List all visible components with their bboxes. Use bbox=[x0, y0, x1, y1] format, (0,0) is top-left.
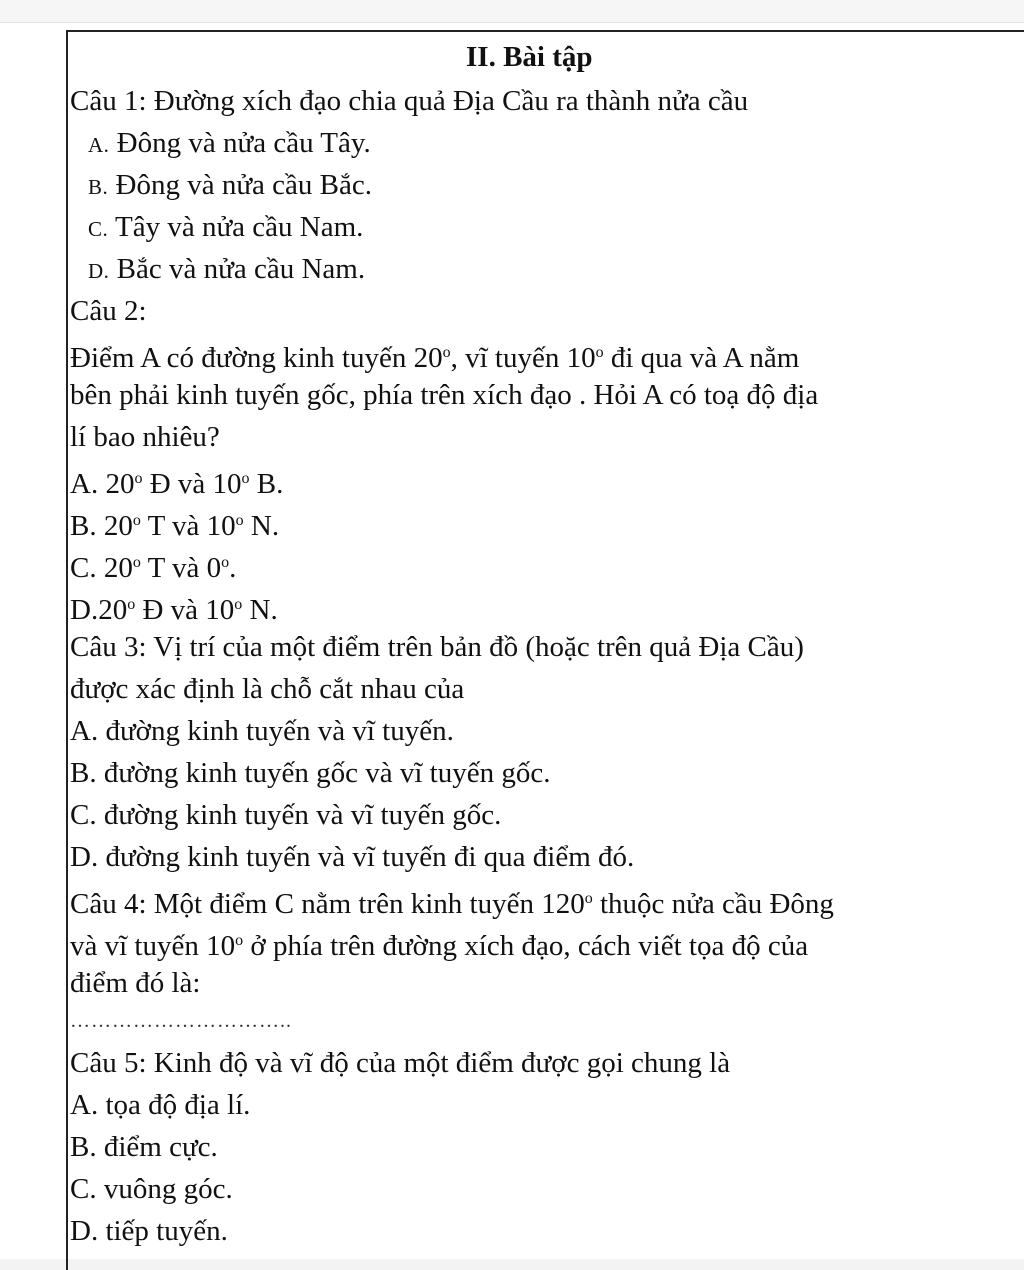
q2-label: Câu 2: bbox=[70, 295, 147, 327]
q4-line-2: và vĩ tuyến 10$^o$ ở phía trên đường xích đạo, cách viết tọa độ của bbox=[70, 930, 809, 962]
q1-option-a: A. Đông và nửa cầu Tây. bbox=[88, 127, 371, 159]
top-strip bbox=[0, 0, 1024, 23]
q2-option-c: C. 20$^o$ T và 0$^o$. bbox=[70, 552, 237, 584]
q4-line-3: điểm đó là: bbox=[70, 967, 201, 999]
q3-stem-line-1: Câu 3: Vị trí của một điểm trên bản đồ (hoặc trên quả Địa Cầu) bbox=[70, 631, 804, 663]
q4-answer-blank: ………………………….. bbox=[70, 1010, 292, 1032]
q2-stem-line-1: Điểm A có đường kinh tuyến 20$^o$, vĩ tuyến 10$^o$ đi qua và A nằm bbox=[70, 342, 800, 374]
q3-option-a: A. đường kinh tuyến và vĩ tuyến. bbox=[70, 715, 454, 747]
q1-stem: Câu 1: Đường xích đạo chia quả Địa Cầu ra thành nửa cầu bbox=[70, 85, 749, 117]
q5-stem: Câu 5: Kinh độ và vĩ độ của một điểm được gọi chung là bbox=[70, 1047, 731, 1079]
q5-option-d: D. tiếp tuyến. bbox=[70, 1215, 228, 1247]
q3-option-b: B. đường kinh tuyến gốc và vĩ tuyến gốc. bbox=[70, 757, 551, 789]
q1-option-b: B. Đông và nửa cầu Bắc. bbox=[88, 169, 372, 201]
q2-option-a: A. 20$^o$ Đ và 10$^o$ B. bbox=[70, 468, 284, 500]
q3-stem-line-2: được xác định là chỗ cắt nhau của bbox=[70, 673, 465, 705]
q5-option-b: B. điểm cực. bbox=[70, 1131, 218, 1163]
q2-option-b: B. 20$^o$ T và 10$^o$ N. bbox=[70, 510, 280, 542]
q5-option-a: A. tọa độ địa lí. bbox=[70, 1089, 251, 1121]
q3-option-d: D. đường kinh tuyến và vĩ tuyến đi qua điểm đó. bbox=[70, 841, 635, 873]
q5-option-c: C. vuông góc. bbox=[70, 1173, 233, 1205]
q2-stem-line-3: lí bao nhiêu? bbox=[70, 421, 220, 453]
q2-option-d: D.20$^o$ Đ và 10$^o$ N. bbox=[70, 594, 278, 626]
q3-option-c: C. đường kinh tuyến và vĩ tuyến gốc. bbox=[70, 799, 502, 831]
q1-option-c: C. Tây và nửa cầu Nam. bbox=[88, 211, 364, 243]
q2-stem-line-2: bên phải kinh tuyến gốc, phía trên xích đạo . Hỏi A có toạ độ địa bbox=[70, 379, 819, 411]
section-heading: II. Bài tập bbox=[466, 41, 593, 73]
q4-line-1: Câu 4: Một điểm C nằm trên kinh tuyến 120$^o$ thuộc nửa cầu Đông bbox=[70, 888, 834, 920]
q1-option-d: D. Bắc và nửa cầu Nam. bbox=[88, 253, 366, 285]
